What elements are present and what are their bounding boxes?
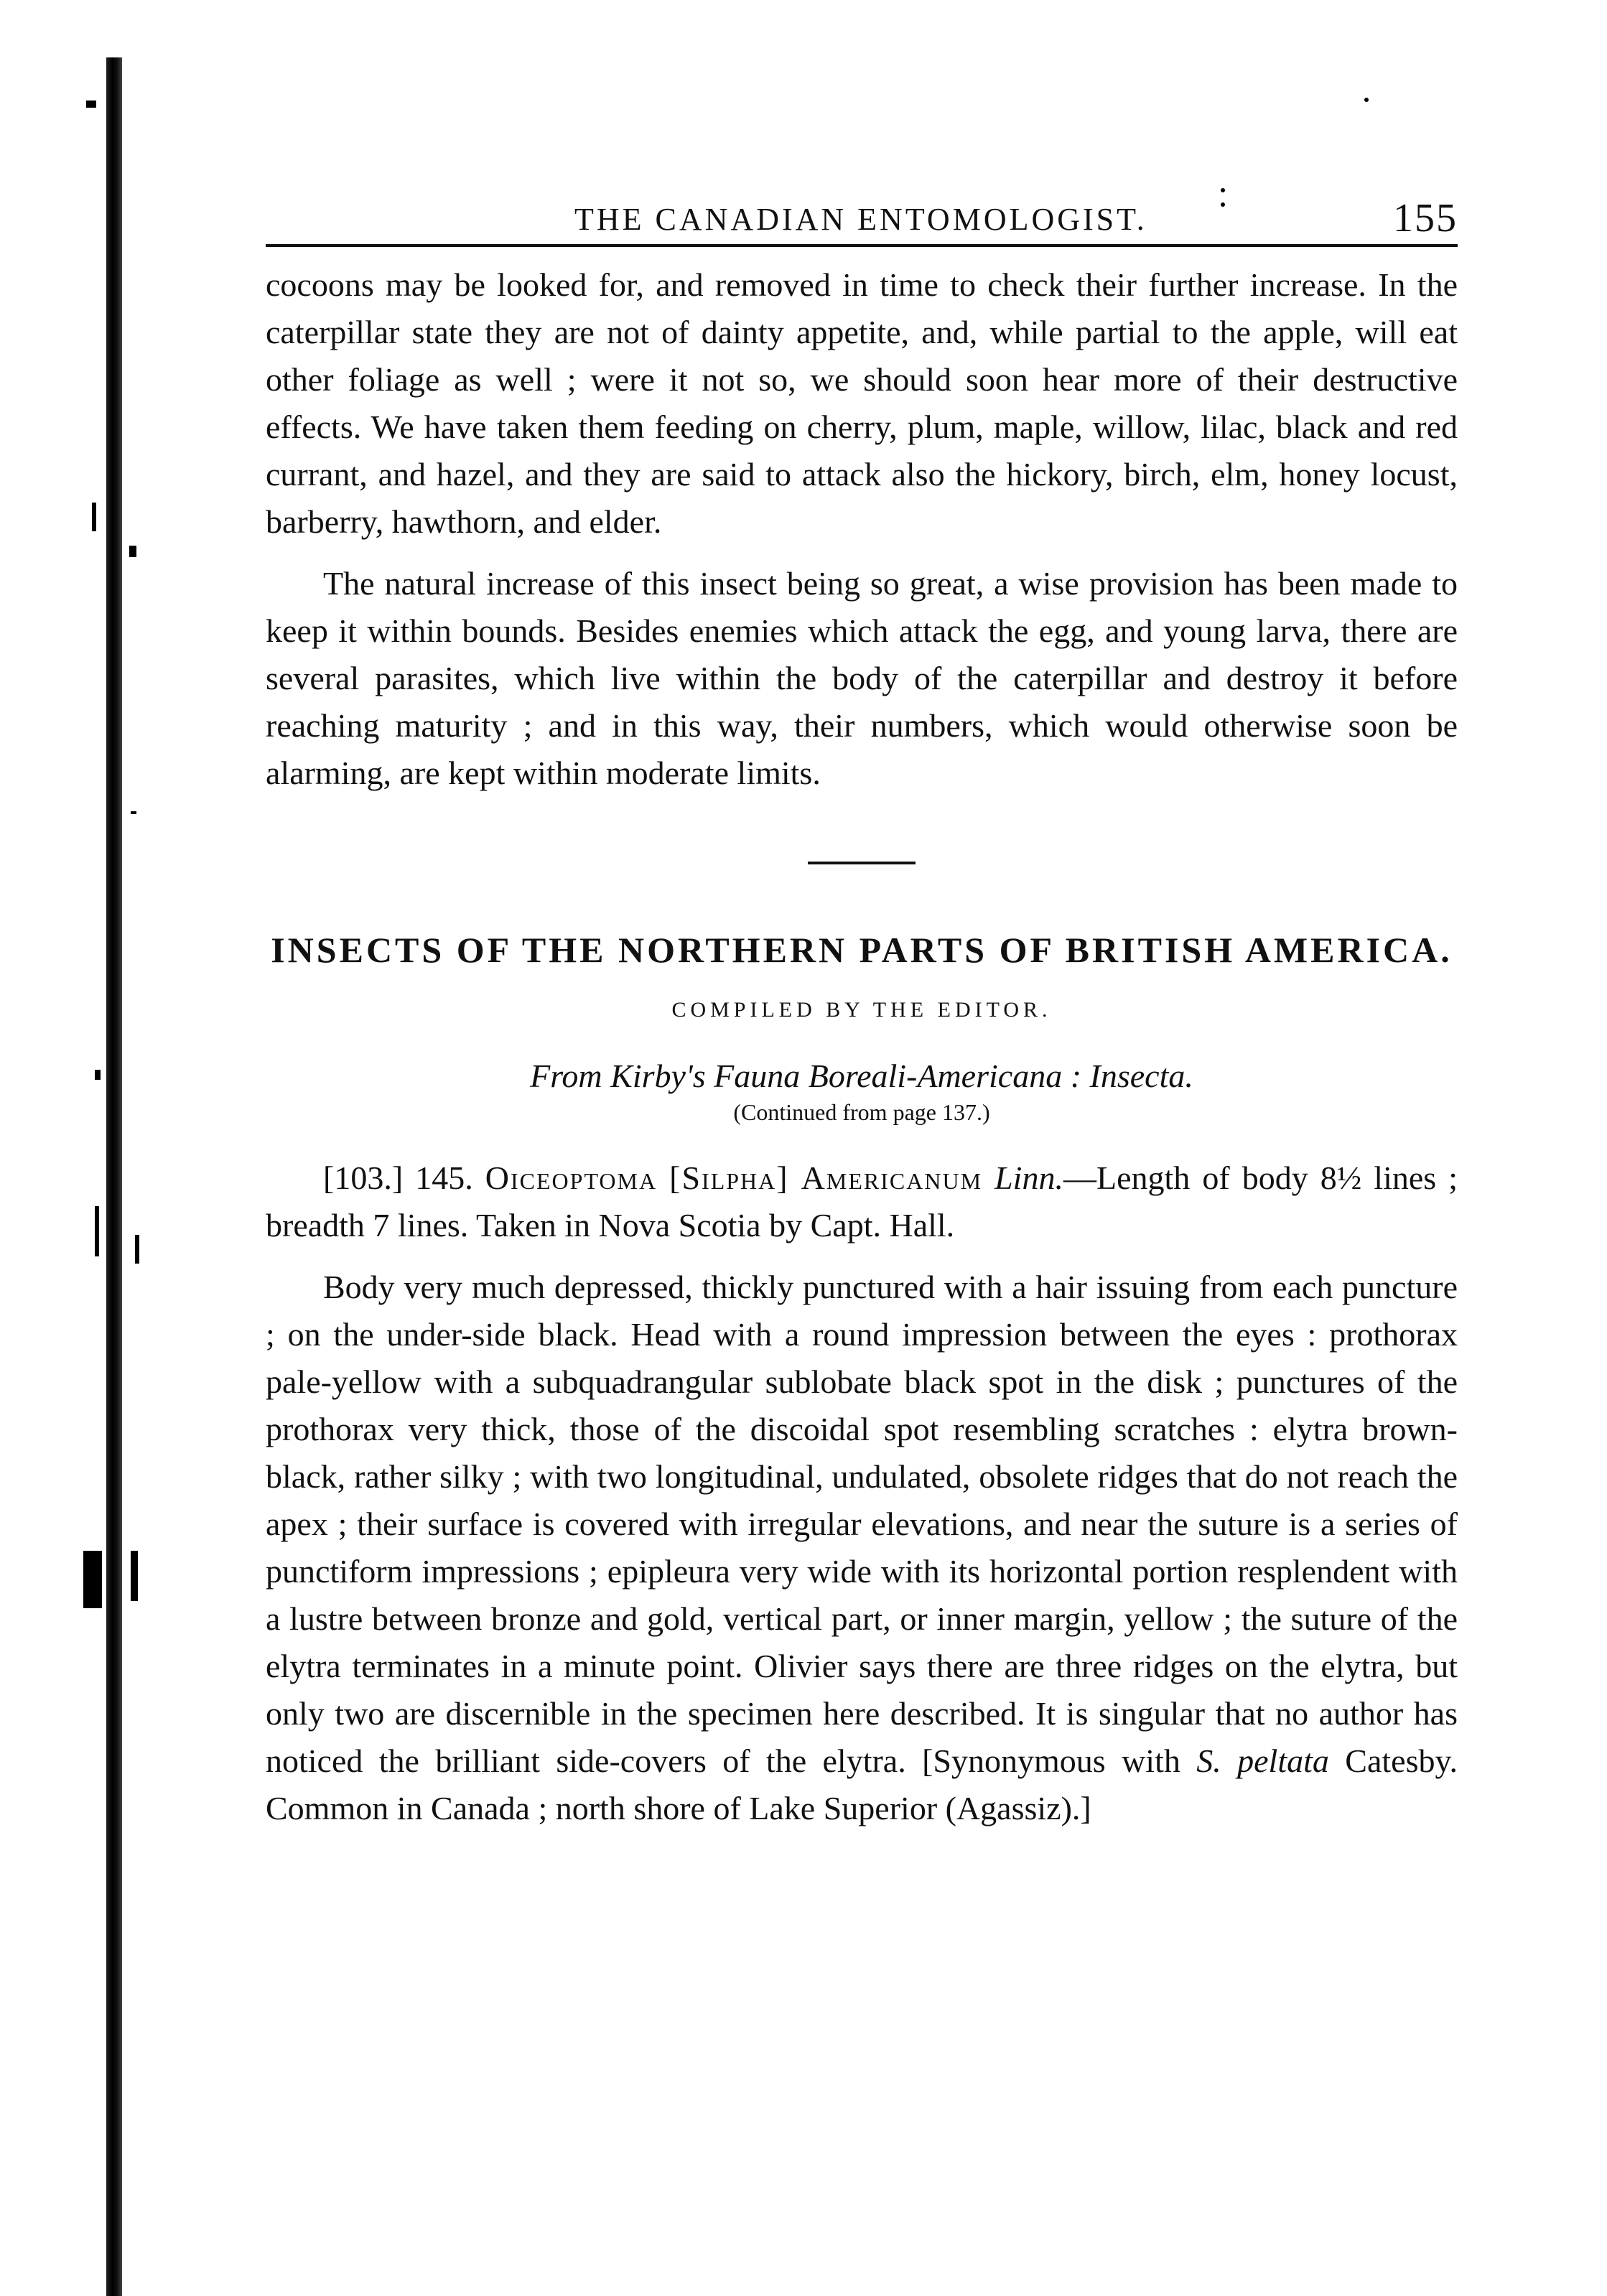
species-description [266,1264,1458,1832]
section-divider [808,862,916,864]
entry-reference: [103.] 145. [323,1159,473,1196]
synonym-species: S. peltata [1196,1742,1329,1779]
scan-speck [95,1070,101,1080]
compiled-by: COMPILED BY THE EDITOR. [671,998,1052,1022]
species-author: Linn. [995,1159,1063,1196]
scan-speck [135,1235,139,1264]
binding-edge [86,57,136,2296]
scan-speck [92,503,96,531]
bracket-genus: [Silpha] [669,1159,789,1196]
scan-speck [131,1551,138,1601]
journal-title: THE CANADIAN ENTOMOLOGIST. [574,202,1147,237]
scan-speck [86,101,96,108]
header-rule [266,244,1458,247]
page-content [266,179,1458,1832]
scan-speck [131,811,136,814]
intro-paragraph-2: The natural increase of this insect being so great, a wise provision has been made to keep it within bounds. Besides enemies which attack the egg, and young larva, there are several parasites, which live within the body of the caterpillar and destroy it before reaching maturity ; and in this way, their numbers, which would otherwise soon be alarming, are kept within moderate limits. [266,565,1458,791]
description-text: Body very much depressed, thickly punctured with a hair issuing from each puncture ; on the under-side black. Head with a round impression between the eyes : prothorax pale-yellow with a subquadrangular sublobate black spot in the disk ; punctures of the prothorax very thick, those of the discoidal spot resembling scratches : elytra brown-black, rather silky ; with two longitudinal, undulated, obsolete ridges that do not reach the apex ; their surface is covered with irregular elevations, and near the suture is a series of punctiform impressions ; epipleura very wide with its horizontal portion resplendent with a lustre between bronze and gold, vertical part, or inner margin, yellow ; the suture of the elytra terminates in a minute point. Olivier says there are three ridges on the elytra, but only two are discernible in the specimen here described. It is singular that no author has noticed the brilliant side-covers of the elytra. [Synonymous with [266,1269,1458,1779]
description-end: Catesby. Common in Canada ; north shore of Lake Superior (Agassiz).] [266,1742,1458,1826]
page-number: 155 [1393,196,1458,241]
article-title: INSECTS OF THE NORTHERN PARTS OF BRITISH AMERICA. [271,930,1453,970]
scan-dot [1364,98,1369,102]
intro-paragraph-1: cocoons may be looked for, and removed in time to check their further increase. In the caterpillar state they are not of dainty appetite, and, while partial to the apple, will eat other foliage as well ; were it not so, we should soon hear more of their destructive effects. We have taken them feeding on cherry, plum, maple, willow, lilac, black and red currant, and hazel, and they are said to attack also the hickory, birch, elm, honey locust, barberry, hawthorn, and elder. [266,266,1458,540]
species-entry [266,1154,1458,1832]
scan-speck [83,1551,102,1608]
source-line: From Kirby's Fauna Boreali-Americana : Insecta. [530,1058,1193,1094]
scan-speck [129,546,136,557]
binding-shadow [106,57,122,2296]
scan-speck [95,1206,99,1256]
genus-name: Oiceoptoma [485,1159,658,1196]
running-head [266,179,1458,244]
species-name: Americanum [801,1159,983,1196]
entry-heading [266,1154,1458,1249]
entry-measurements: —Length of body 8½ lines ; breadth 7 lines. Taken in Nova Scotia by Capt. Hall. [266,1159,1458,1243]
continued-note: (Continued from page 137.) [733,1099,990,1125]
